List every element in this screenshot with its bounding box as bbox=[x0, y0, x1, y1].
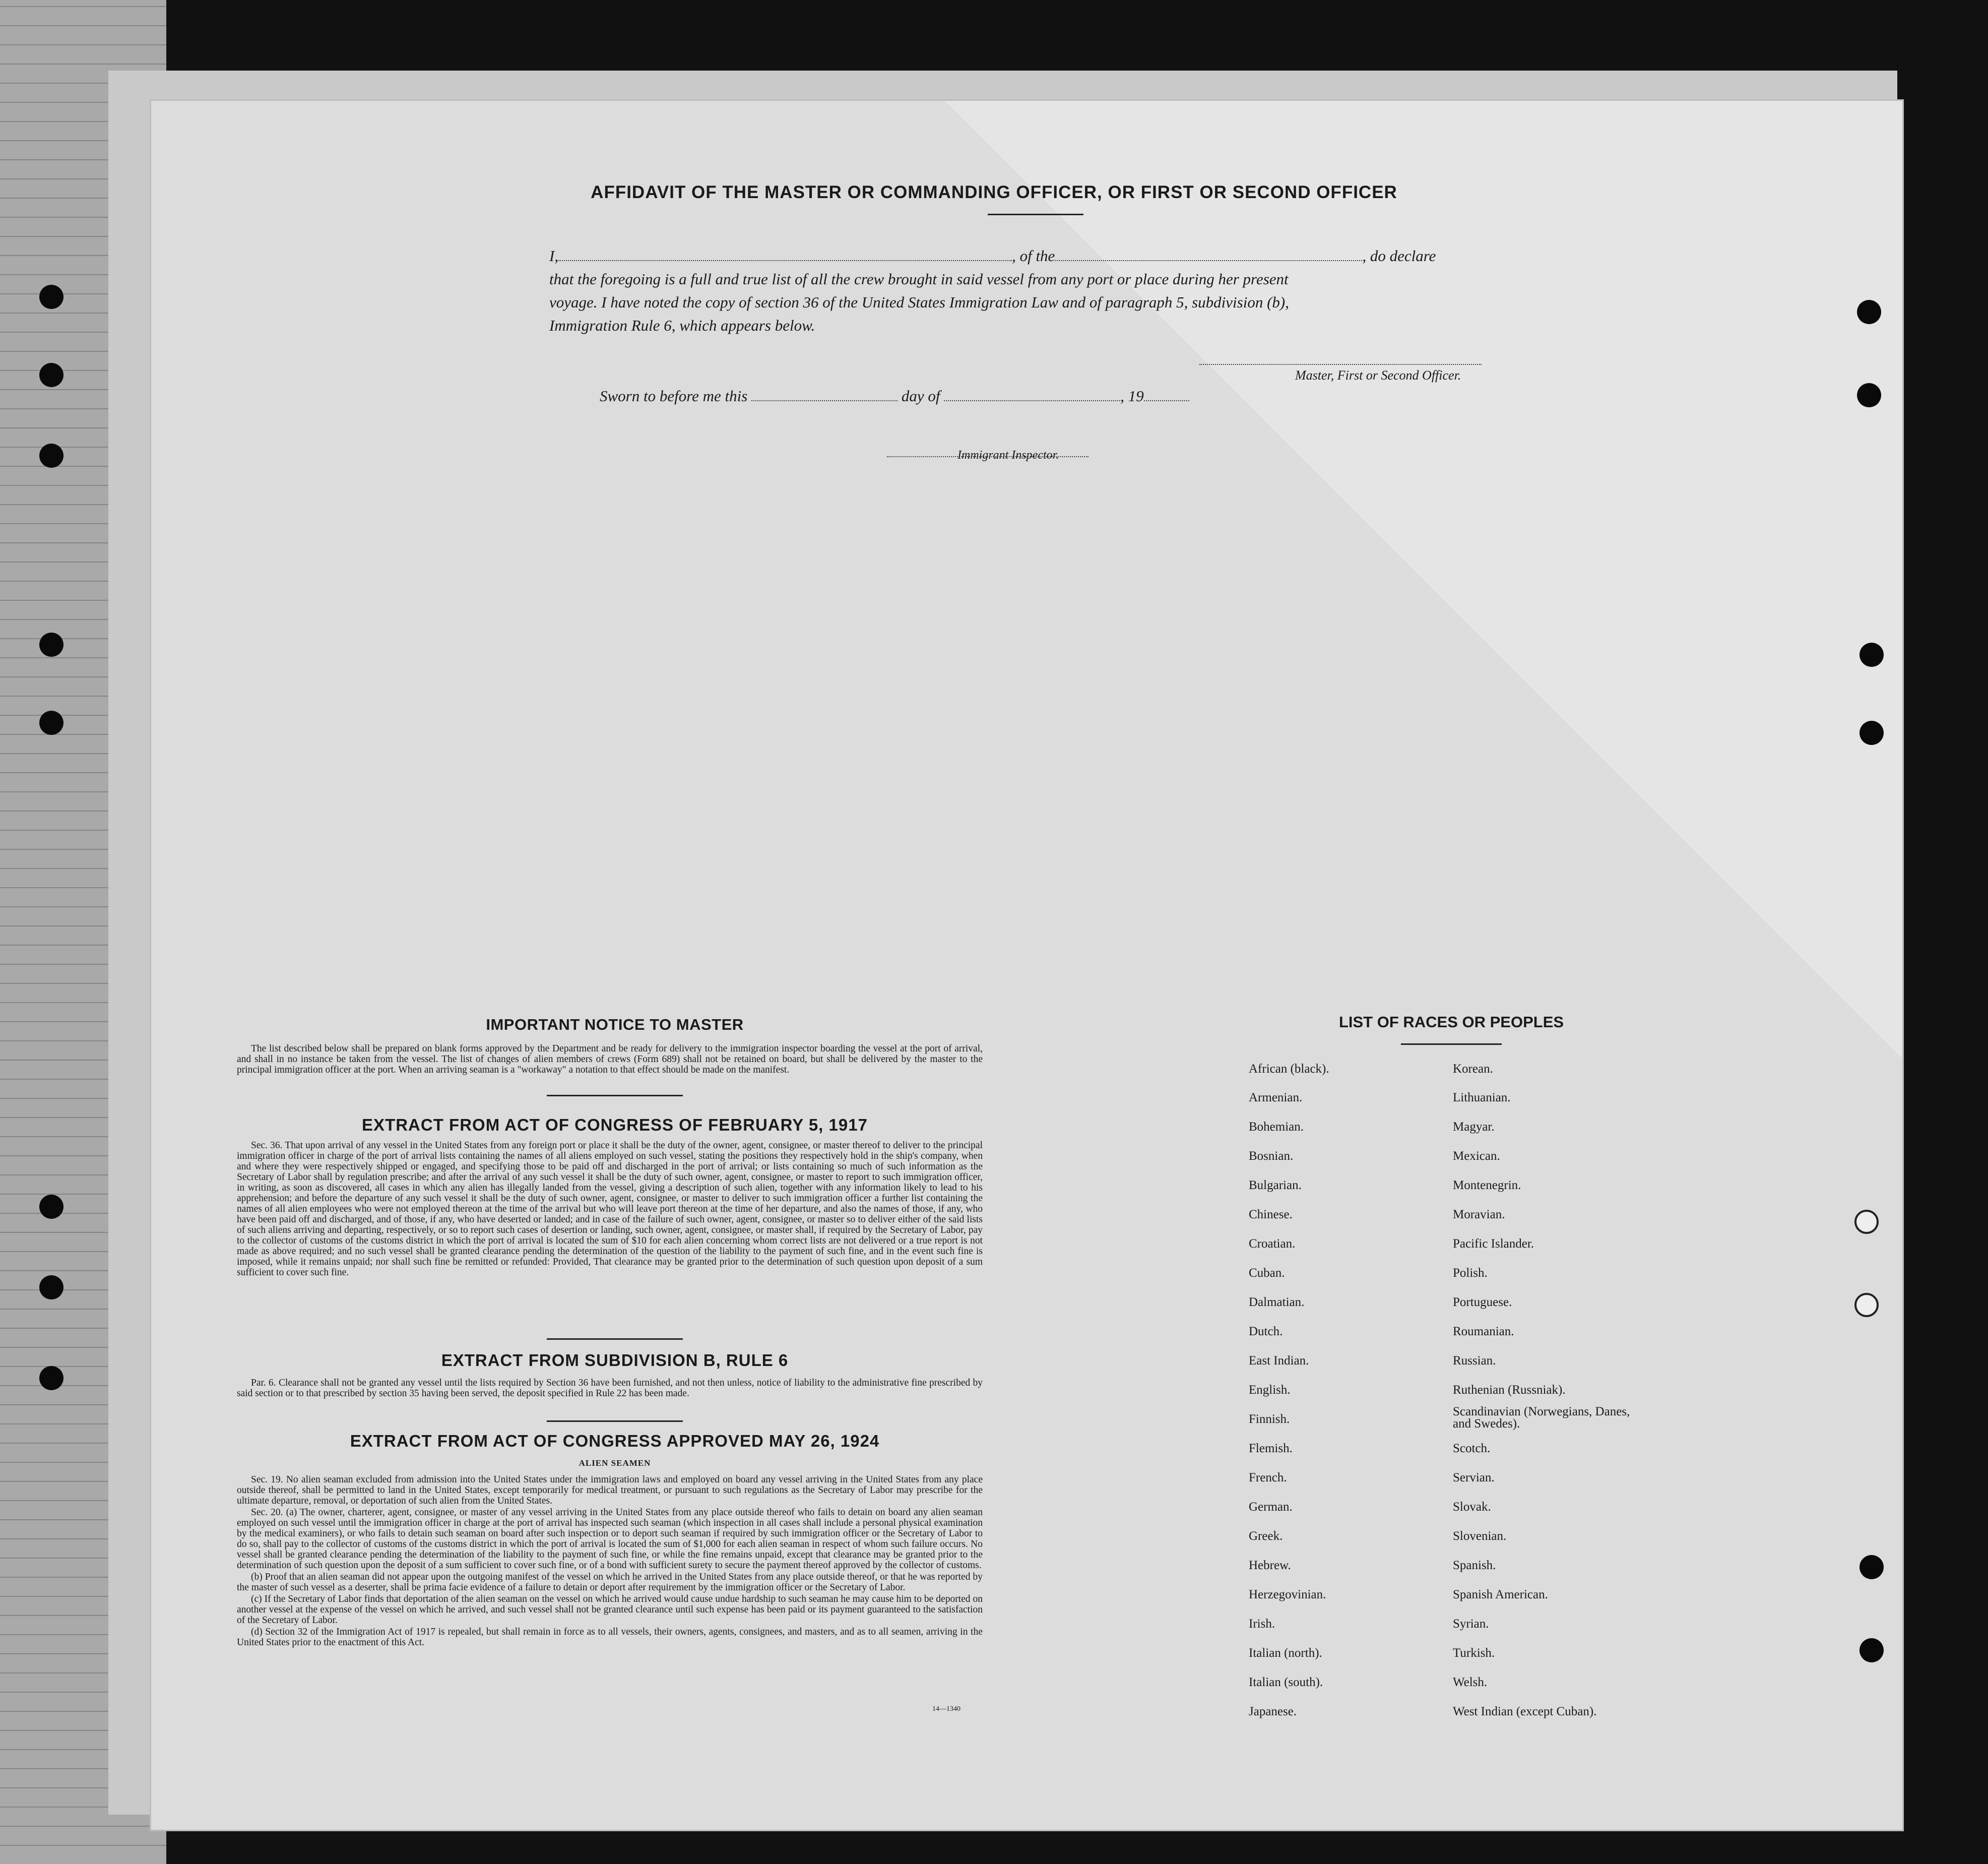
day-of-label: day of bbox=[901, 387, 940, 405]
extract-1917-body: Sec. 36. That upon arrival of any vessel in the United States from any foreign port or place it shall be the duty of the owner, agent, consignee, or master thereof to deliver to the principal immigration officer in charge of the port of arrival lists containing the names of all aliens employed on such vessel, stating the positions they respectively hold in the ship's company, when and where they were respectively shipped or engaged, and specifying those to be paid off and discharged in the port of arrival; or lists containing so much of such information as the Secretary of Labor shall by regulation prescribe; and after the arrival of any such vessel it shall be the duty of such owner, agent, consignee, or master to report to such immigration officer, in writing, as soon as discovered, all cases in which any alien has illegally landed from the vessel, giving a description of such alien, together with any information likely to lead to his apprehension; and before the departure of any such vessel it shall be the duty of such owner, agent, consignee, or master to deliver to such immigration officer a further list containing the names of all alien employees who were not employed thereon at the time of the arrival but who will leave port thereon at the time of her departure, and also the names of those, if any, who have been paid off and discharged, and of those, if any, who have deserted or landed; and in case of the failure of such owner, agent, consignee, or master so to deliver either of the said lists of such aliens arriving and departing, respectively, or so to report such cases of desertion or landing, such owner, agent, consignee, or master shall, if required by the Secretary of Labor, pay to the collector of customs of the customs district in which the port of arrival is located the sum of $10 for each alien concerning whom correct lists are not delivered or a true report is not made as above required; and no such vessel shall be granted clearance pending the determination of the question of the liability to the payment of such fine, and in the event such fine is imposed, while it remains unpaid; nor shall such fine be remitted or refunded: Provided, That clearance may be granted prior to the determination of such question upon deposit of a sum sufficient to cover such fine. bbox=[237, 1140, 983, 1278]
race-item: Finnish. bbox=[1249, 1412, 1290, 1426]
month-field[interactable] bbox=[944, 400, 1120, 401]
signature-caption: Master, First or Second Officer. bbox=[1295, 368, 1461, 383]
race-item: Dutch. bbox=[1249, 1325, 1283, 1338]
race-item: Flemish. bbox=[1249, 1442, 1293, 1455]
race-item: Lithuanian. bbox=[1453, 1091, 1511, 1104]
rule-6-body: Par. 6. Clearance shall not be granted any vessel until the lists required by Section 36 have been furnished, and not then unless, notice of liability to the administrative fine prescribed by said section or to that prescribed by section 35 having been served, the deposit specified in Rule 22 has been made. bbox=[237, 1378, 983, 1399]
form-number: 14—1340 bbox=[932, 1705, 960, 1713]
punch-hole bbox=[1854, 1210, 1879, 1234]
race-item: Scandinavian (Norwegians, Danes, and Swedes). bbox=[1453, 1405, 1630, 1431]
race-item: Slovenian. bbox=[1453, 1529, 1507, 1543]
race-item: Magyar. bbox=[1453, 1120, 1495, 1134]
race-item: Montenegrin. bbox=[1453, 1178, 1521, 1192]
punch-hole bbox=[1859, 1555, 1884, 1579]
rule-6-heading: EXTRACT FROM SUBDIVISION B, RULE 6 bbox=[441, 1351, 789, 1370]
extract-1924-heading: EXTRACT FROM ACT OF CONGRESS APPROVED MAY 26, 1924 bbox=[350, 1432, 880, 1450]
notice-body: The list described below shall be prepared on blank forms approved by the Department and be ready for delivery to the immigration inspector boarding the vessel at the port of arrival, and shall in no instance be taken from the vessel. The list of changes of alien members of crews (Form 689) shall not be retained on board, but shall be delivered by the master to the principal immigration officer at the port. When an arriving seaman is a "workaway" a notation to that effect should be made on the manifest. bbox=[237, 1043, 983, 1075]
notice-rule bbox=[547, 1095, 683, 1096]
affidavit-i: I, bbox=[549, 247, 559, 265]
race-item: English. bbox=[1249, 1383, 1291, 1397]
year-field[interactable] bbox=[1144, 400, 1189, 401]
race-item: Scotch. bbox=[1453, 1442, 1491, 1455]
race-item: Spanish American. bbox=[1453, 1588, 1548, 1601]
race-item: German. bbox=[1249, 1500, 1293, 1514]
race-item: Welsh. bbox=[1453, 1675, 1488, 1689]
race-item: Syrian. bbox=[1453, 1617, 1489, 1631]
affidavit-text bbox=[549, 244, 1522, 337]
race-item: Korean. bbox=[1453, 1062, 1493, 1076]
race-item: Bohemian. bbox=[1249, 1120, 1304, 1134]
affidavit-declare: , do declare bbox=[1362, 247, 1436, 265]
race-item: Pacific Islander. bbox=[1453, 1237, 1534, 1251]
race-item: Bosnian. bbox=[1249, 1149, 1294, 1163]
race-item: Irish. bbox=[1249, 1617, 1275, 1631]
year-label: , 19 bbox=[1120, 387, 1144, 405]
sworn-label: Sworn to before me this bbox=[600, 387, 748, 405]
race-item: Dalmatian. bbox=[1249, 1295, 1305, 1309]
alien-seamen-heading: ALIEN SEAMEN bbox=[579, 1458, 651, 1468]
punch-hole bbox=[1857, 300, 1881, 324]
race-item: East Indian. bbox=[1249, 1354, 1309, 1368]
sworn-line bbox=[600, 387, 1189, 405]
vessel-field[interactable] bbox=[1055, 260, 1362, 261]
punch-hole bbox=[1854, 1293, 1879, 1317]
race-item: Turkish. bbox=[1453, 1646, 1495, 1660]
punch-hole bbox=[39, 444, 63, 468]
race-item: African (black). bbox=[1249, 1062, 1329, 1076]
name-field[interactable] bbox=[558, 260, 1012, 261]
races-rule bbox=[1401, 1043, 1502, 1045]
race-item: Italian (north). bbox=[1249, 1646, 1322, 1660]
signature-field[interactable] bbox=[1199, 364, 1482, 365]
inspector-caption: Immigrant Inspector. bbox=[957, 449, 1059, 462]
race-item: Moravian. bbox=[1453, 1208, 1505, 1221]
punch-hole bbox=[39, 1275, 63, 1299]
races-heading: LIST OF RACES OR PEOPLES bbox=[1338, 1013, 1564, 1031]
punch-hole bbox=[39, 1366, 63, 1390]
race-item: Ruthenian (Russniak). bbox=[1453, 1383, 1566, 1397]
punch-hole bbox=[39, 1195, 63, 1219]
race-item: Herzegovinian. bbox=[1249, 1588, 1326, 1601]
day-field[interactable] bbox=[751, 400, 897, 401]
extract-1924-body: Sec. 19. No alien seaman excluded from admission into the United States under the immigration laws and employed on board any vessel arriving in the United States from any place outside thereof, shall be permitted to land in the United States, except temporarily for medical treatment, or pursuant to such regulations as the Secretary of Labor may prescribe for the ultimate departure, removal, or deportation of such alien from the United States. Sec. 20. (a) The owner, charterer, agent, consignee, or master of any vessel arriving in the United States from any place outside thereof who fails to detain on board any alien seaman employed on such vessel until the immigration officer in charge at the port of arrival has inspected such seaman (which inspection in all cases shall include a personal physical examination by the medical examiners), or who fails to detain such seaman on board after such inspection or to deport such seaman if required by such immigration officer or the Secretary of Labor to do so, shall pay to the collector of customs of the customs district in which the port of arrival is located the sum of $1,000 for each alien seaman in respect of whom such failure occurs. No vessel shall be granted clearance pending the determination of the liability to the payment of such fine, or while the fine remains unpaid, except that clearance may be granted prior to the determination of such question upon the deposit of a sum sufficient to cover such fine, or of a bond with sufficient surety to secure the payment thereof approved by the collector of customs. (b) Proof that an alien seaman did not appear upon the outgoing manifest of the vessel on which he arrived in the United States from any place outside thereof, or that he was reported by the master of such vessel as a deserter, shall be prima facie evidence of a failure to detain or deport after requirement by the immigration officer or the Secretary of Labor. (c) If the Secretary of Labor finds that deportation of the alien seaman on the vessel on which he arrived would cause undue hardship to such seaman he may cause him to be deported on another vessel at the expense of the vessel on which he arrived, and such vessel shall not be granted clearance until such expense has been paid or its payment guaranteed to the satisfaction of the Secretary of Labor. (d) Section 32 of the Immigration Act of 1917 is repealed, but shall remain in force as to all vessels, their owners, agents, consignees, and masters, and as to all seamen, arriving in the United States prior to the enactment of this Act. bbox=[237, 1474, 983, 1648]
race-item: Mexican. bbox=[1453, 1149, 1500, 1163]
affidavit-line-2: that the foregoing is a full and true list of all the crew brought in said vessel from any port or place during her present bbox=[549, 270, 1289, 288]
race-item: Hebrew. bbox=[1249, 1559, 1291, 1572]
race-item: Portuguese. bbox=[1453, 1295, 1512, 1309]
extract-1917-heading: EXTRACT FROM ACT OF CONGRESS OF FEBRUARY 5, 1917 bbox=[362, 1115, 868, 1134]
affidavit-of-the: , of the bbox=[1012, 247, 1055, 265]
race-item: Cuban. bbox=[1249, 1266, 1285, 1280]
affidavit-line-3: voyage. I have noted the copy of section 36 of the United States Immigration Law and of paragraph 5, subdivision (b), bbox=[549, 293, 1289, 311]
punch-hole bbox=[1857, 383, 1881, 407]
race-item: Slovak. bbox=[1453, 1500, 1491, 1514]
race-item: Chinese. bbox=[1249, 1208, 1293, 1221]
race-item: Bulgarian. bbox=[1249, 1178, 1302, 1192]
race-item: Roumanian. bbox=[1453, 1325, 1514, 1338]
race-item: Russian. bbox=[1453, 1354, 1496, 1368]
punch-hole bbox=[39, 633, 63, 657]
race-item: West Indian (except Cuban). bbox=[1453, 1705, 1597, 1718]
notice-heading: IMPORTANT NOTICE TO MASTER bbox=[486, 1016, 744, 1033]
rule-6-rule bbox=[547, 1420, 683, 1422]
race-item: Croatian. bbox=[1249, 1237, 1296, 1251]
punch-hole bbox=[39, 711, 63, 735]
race-item: Armenian. bbox=[1249, 1091, 1303, 1104]
race-item: Japanese. bbox=[1249, 1705, 1297, 1718]
punch-hole bbox=[39, 285, 63, 309]
extract-1917-rule bbox=[547, 1338, 683, 1340]
race-item: French. bbox=[1249, 1471, 1287, 1484]
title-rule bbox=[988, 214, 1083, 215]
punch-hole bbox=[39, 363, 63, 387]
race-item: Polish. bbox=[1453, 1266, 1488, 1280]
race-item: Greek. bbox=[1249, 1529, 1283, 1543]
punch-hole bbox=[1859, 1638, 1884, 1662]
race-item: Servian. bbox=[1453, 1471, 1495, 1484]
punch-hole bbox=[1859, 721, 1884, 745]
race-item: Spanish. bbox=[1453, 1559, 1496, 1572]
affidavit-line-4: Immigration Rule 6, which appears below. bbox=[549, 317, 815, 334]
punch-hole bbox=[1859, 643, 1884, 667]
race-item: Italian (south). bbox=[1249, 1675, 1323, 1689]
affidavit-title: AFFIDAVIT OF THE MASTER OR COMMANDING OFFICER, OR FIRST OR SECOND OFFICER bbox=[591, 182, 1397, 202]
